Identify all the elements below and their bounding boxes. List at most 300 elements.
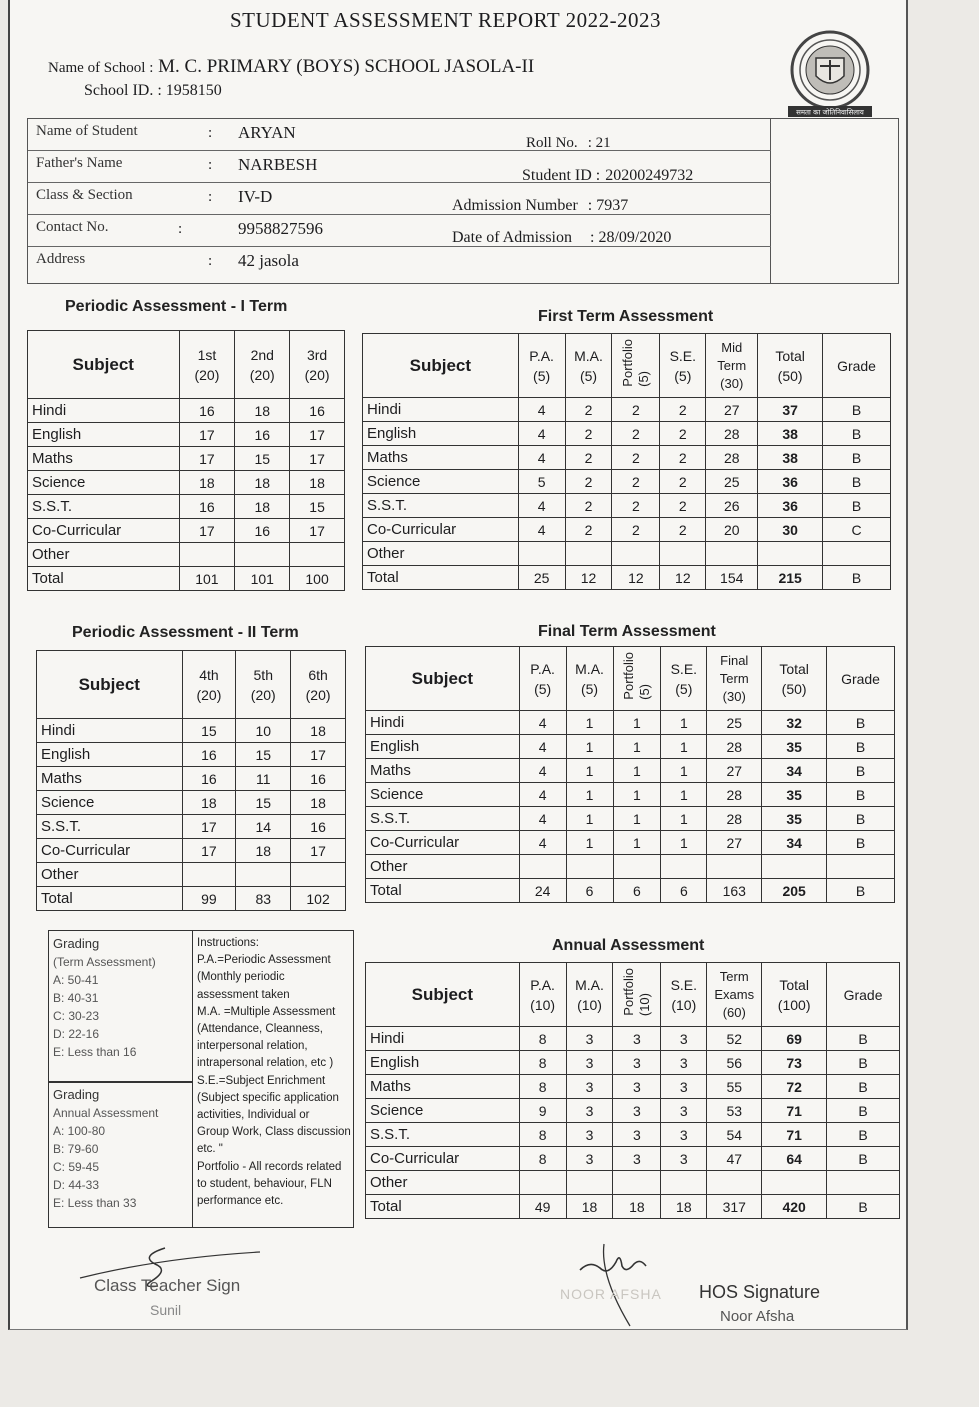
exam-cell: 154 — [706, 566, 758, 590]
table-row — [366, 1027, 900, 1051]
header-total-label: Total — [779, 976, 809, 993]
score-cell: 17 — [291, 839, 346, 863]
grading-term-heading: Grading — [53, 936, 100, 951]
header-se — [661, 647, 707, 711]
header-grade: Grade — [827, 963, 900, 1027]
score-cell: 17 — [290, 519, 345, 543]
subject-cell: Hindi — [28, 399, 180, 423]
total-cell: 38 — [758, 446, 823, 470]
ma-cell: 2 — [565, 494, 612, 518]
se-cell: 12 — [660, 566, 706, 590]
table-row — [37, 863, 346, 887]
total-cell: 69 — [762, 1027, 827, 1051]
exam-cell: 28 — [706, 422, 758, 446]
term1-title: First Term Assessment — [538, 308, 714, 325]
grade-cell: B — [823, 446, 891, 470]
instruction-line: intrapersonal relation, etc ) — [197, 1057, 334, 1070]
header-4th-label: 4th — [199, 666, 219, 683]
score-cell: 15 — [236, 791, 291, 815]
total-cell: 420 — [762, 1195, 827, 1219]
grading-line: D: 22-16 — [53, 1027, 100, 1041]
header-total — [762, 647, 827, 711]
portfolio-cell: 3 — [613, 1051, 661, 1075]
se-cell: 3 — [661, 1051, 707, 1075]
table-row — [366, 1123, 900, 1147]
pa2-table — [36, 650, 346, 911]
portfolio-cell: 2 — [612, 494, 660, 518]
grading-line: B: 40-31 — [53, 991, 99, 1005]
ma-cell: 1 — [566, 807, 613, 831]
exam-cell: 27 — [707, 831, 762, 855]
grade-cell: B — [827, 831, 895, 855]
score-cell: 18 — [235, 495, 290, 519]
grading-line: C: 30-23 — [53, 1009, 100, 1023]
se-cell: 3 — [661, 1123, 707, 1147]
exam-cell: 56 — [707, 1051, 762, 1075]
colon: : — [208, 253, 213, 269]
se-cell: 18 — [661, 1195, 707, 1219]
ma-cell: 12 — [565, 566, 612, 590]
header-3rd — [290, 331, 345, 399]
pa-cell: 9 — [519, 1099, 566, 1123]
portfolio-cell: 1 — [613, 759, 661, 783]
student-name-label: Name of Student — [36, 123, 138, 139]
header-se-label: S.E. — [670, 660, 698, 677]
pa-cell: 4 — [519, 759, 566, 783]
header-se-max: (5) — [674, 367, 692, 384]
score-cell: 14 — [236, 815, 291, 839]
subject-cell: Total — [28, 567, 180, 591]
score-cell: 15 — [182, 719, 236, 743]
ma-cell: 3 — [566, 1075, 613, 1099]
header-2nd-max: (20) — [249, 366, 275, 383]
table-row — [37, 887, 346, 911]
ma-cell: 3 — [566, 1051, 613, 1075]
header-grade: Grade — [823, 334, 891, 398]
subject-cell: Other — [28, 543, 180, 567]
pa1-table — [27, 330, 345, 591]
subject-cell: Other — [37, 863, 183, 887]
grading-line: A: 50-41 — [53, 973, 99, 987]
grade-cell — [823, 542, 891, 566]
header-6th-max: (20) — [305, 686, 331, 703]
score-cell: 16 — [291, 767, 346, 791]
header-subject: Subject — [37, 651, 183, 719]
table-row — [366, 1051, 900, 1075]
total-cell: 35 — [762, 807, 827, 831]
exam-cell — [707, 855, 762, 879]
score-cell: 17 — [179, 423, 235, 447]
admission-number-label: Admission Number — [452, 197, 578, 214]
pa-cell: 4 — [519, 735, 566, 759]
ma-cell: 1 — [566, 759, 613, 783]
se-cell: 2 — [660, 470, 706, 494]
student-name-row — [28, 119, 771, 151]
header-exam-max: (30) — [720, 375, 744, 391]
class-section: IV-D — [238, 187, 273, 206]
table-row — [363, 542, 891, 566]
subject-cell: Maths — [363, 446, 519, 470]
school-logo — [780, 28, 880, 120]
subject-cell: Co-Curricular — [363, 518, 519, 542]
instruction-line: Group Work, Class discussion — [197, 1126, 351, 1139]
header-total-max: (50) — [781, 680, 807, 697]
header-pa-label: P.A. — [530, 660, 555, 677]
table-row — [363, 398, 891, 422]
table-row — [363, 446, 891, 470]
class-section-label: Class & Section — [36, 187, 133, 203]
table-row — [37, 791, 346, 815]
se-cell: 3 — [661, 1027, 707, 1051]
total-cell: 73 — [762, 1051, 827, 1075]
grading-line: B: 79-60 — [53, 1142, 99, 1156]
portfolio-cell: 2 — [612, 422, 660, 446]
grade-cell: C — [823, 518, 891, 542]
grading-line: E: Less than 33 — [53, 1196, 137, 1210]
admission-number — [452, 197, 628, 215]
header-total-max: (50) — [777, 367, 803, 384]
ma-cell — [566, 1171, 613, 1195]
subject-cell: S.S.T. — [366, 1123, 520, 1147]
admission-date — [452, 229, 671, 247]
total-cell: 64 — [762, 1147, 827, 1171]
instruction-line: to student, behaviour, FLN — [197, 1177, 332, 1190]
header-pa-label: P.A. — [530, 976, 555, 993]
score-cell: 102 — [291, 887, 346, 911]
header-exam — [707, 647, 762, 711]
header-exam-line1: Final — [720, 652, 749, 668]
score-cell: 18 — [291, 719, 346, 743]
table-row — [28, 423, 345, 447]
grading-line: D: 44-33 — [53, 1178, 100, 1192]
grade-cell: B — [827, 1027, 900, 1051]
score-cell — [290, 543, 345, 567]
header-5th — [236, 651, 291, 719]
ma-cell: 3 — [566, 1027, 613, 1051]
pa1-title: Periodic Assessment - I Term — [65, 298, 288, 315]
header-portfolio-max: (5) — [635, 370, 651, 387]
table-row — [37, 815, 346, 839]
report-page — [8, 0, 908, 1330]
exam-cell — [707, 1171, 762, 1195]
table-row — [363, 422, 891, 446]
header-2nd — [235, 331, 290, 399]
table-row — [366, 783, 895, 807]
score-cell: 16 — [179, 495, 235, 519]
table-row — [28, 519, 345, 543]
score-cell: 17 — [291, 743, 346, 767]
exam-cell: 25 — [707, 711, 762, 735]
table-row — [366, 711, 895, 735]
table-row — [28, 471, 345, 495]
pa-cell: 8 — [519, 1075, 566, 1099]
header-pa — [519, 647, 566, 711]
pa-cell: 8 — [519, 1051, 566, 1075]
total-cell: 32 — [762, 711, 827, 735]
ma-cell: 18 — [566, 1195, 613, 1219]
colon: : — [178, 221, 183, 237]
ma-cell: 3 — [566, 1123, 613, 1147]
pa-cell: 4 — [519, 783, 566, 807]
header-portfolio — [612, 334, 660, 398]
header-ma-label: M.A. — [574, 347, 603, 364]
header-se-max: (10) — [671, 996, 697, 1013]
subject-cell: Hindi — [366, 711, 520, 735]
exam-cell: 20 — [706, 518, 758, 542]
header-portfolio-max: (10) — [636, 992, 652, 1016]
table-row — [366, 1075, 900, 1099]
table-row — [366, 831, 895, 855]
student-info-left — [28, 119, 771, 283]
ma-cell: 6 — [566, 879, 613, 903]
portfolio-cell: 1 — [613, 735, 661, 759]
total-cell: 35 — [762, 783, 827, 807]
exam-cell: 47 — [707, 1147, 762, 1171]
subject-cell: Total — [366, 879, 520, 903]
address-row — [28, 247, 771, 279]
hos-signature-label: HOS Signature — [699, 1282, 821, 1302]
portfolio-cell: 3 — [613, 1075, 661, 1099]
total-cell: 30 — [758, 518, 823, 542]
grading-instructions-box — [48, 930, 354, 1228]
score-cell: 18 — [290, 471, 345, 495]
score-cell: 17 — [179, 519, 235, 543]
table-row — [37, 719, 346, 743]
subject-cell: Other — [366, 855, 520, 879]
pa-cell: 8 — [519, 1027, 566, 1051]
pa-cell: 8 — [519, 1147, 566, 1171]
score-cell — [291, 863, 346, 887]
portfolio-cell — [613, 1171, 661, 1195]
pa-cell — [519, 855, 566, 879]
portfolio-cell — [612, 542, 660, 566]
subject-cell: Hindi — [37, 719, 183, 743]
instruction-line: Instructions: — [197, 937, 259, 949]
portfolio-cell: 1 — [613, 783, 661, 807]
admission-date-value: : 28/09/2020 — [590, 229, 672, 246]
portfolio-cell: 2 — [612, 518, 660, 542]
table-row — [366, 879, 895, 903]
subject-cell: Maths — [28, 447, 180, 471]
total-cell: 71 — [762, 1123, 827, 1147]
total-cell: 38 — [758, 422, 823, 446]
score-cell: 18 — [235, 399, 290, 423]
header-portfolio-label: Portfolio — [619, 339, 635, 387]
pa-cell: 4 — [518, 518, 565, 542]
ma-cell: 3 — [566, 1099, 613, 1123]
score-cell: 17 — [290, 447, 345, 471]
subject-cell: Co-Curricular — [366, 1147, 520, 1171]
table-row — [28, 543, 345, 567]
colon: : — [208, 125, 213, 141]
table-row — [363, 470, 891, 494]
pa-cell: 24 — [519, 879, 566, 903]
subject-cell: Co-Curricular — [366, 831, 520, 855]
table-row — [366, 735, 895, 759]
exam-cell: 25 — [706, 470, 758, 494]
header-subject: Subject — [366, 963, 520, 1027]
header-6th-label: 6th — [308, 666, 328, 683]
portfolio-cell: 1 — [613, 831, 661, 855]
subject-cell: Co-Curricular — [28, 519, 180, 543]
se-cell — [661, 1171, 707, 1195]
header-exam-line2: Term — [717, 357, 747, 373]
pa2-title: Periodic Assessment - II Term — [72, 624, 299, 641]
roll-no — [526, 135, 611, 152]
school-id-line — [84, 82, 222, 100]
header-portfolio-max: (5) — [636, 683, 652, 700]
grading-annual-heading: Grading — [53, 1087, 100, 1102]
table-row — [37, 767, 346, 791]
roll-no-value: : 21 — [587, 135, 611, 151]
grading-term — [53, 935, 156, 1061]
colon: : — [208, 157, 213, 173]
father-name-label: Father's Name — [36, 155, 123, 171]
exam-cell: 28 — [707, 735, 762, 759]
pa-cell: 8 — [519, 1123, 566, 1147]
colon: : — [208, 189, 213, 205]
table-row — [366, 1099, 900, 1123]
total-cell — [758, 542, 823, 566]
header-total-label: Total — [775, 347, 805, 364]
table-row — [28, 399, 345, 423]
header-ma-max: (5) — [580, 680, 599, 697]
table-row — [363, 566, 891, 590]
subject-cell: S.S.T. — [366, 807, 520, 831]
instruction-line: performance etc. — [197, 1195, 284, 1208]
total-cell: 37 — [758, 398, 823, 422]
grade-cell: B — [827, 1147, 900, 1171]
contact-label: Contact No. — [36, 219, 109, 235]
roll-no-label: Roll No. — [526, 135, 578, 151]
header-exam — [706, 334, 758, 398]
score-cell: 15 — [290, 495, 345, 519]
total-cell: 215 — [758, 566, 823, 590]
report-title: STUDENT ASSESSMENT REPORT 2022-2023 — [230, 8, 662, 32]
se-cell: 1 — [661, 711, 707, 735]
se-cell — [660, 542, 706, 566]
exam-cell: 55 — [707, 1075, 762, 1099]
score-cell: 17 — [182, 839, 236, 863]
se-cell: 1 — [661, 783, 707, 807]
score-cell: 11 — [236, 767, 291, 791]
header-4th-max: (20) — [196, 686, 222, 703]
header-5th-max: (20) — [250, 686, 276, 703]
student-id — [522, 167, 693, 185]
total-cell: 35 — [762, 735, 827, 759]
pa-cell: 25 — [518, 566, 565, 590]
term1-table — [362, 333, 891, 590]
pa-cell — [518, 542, 565, 566]
exam-cell: 52 — [707, 1027, 762, 1051]
instruction-line: assessment taken — [197, 988, 290, 1001]
admission-number-value: : 7937 — [587, 197, 629, 214]
subject-cell: Science — [366, 783, 520, 807]
student-id-value: 20200249732 — [605, 167, 694, 184]
subject-cell: Total — [363, 566, 519, 590]
portfolio-cell: 18 — [613, 1195, 661, 1219]
school-id-label: School ID. : — [84, 82, 162, 99]
score-cell: 17 — [182, 815, 236, 839]
score-cell: 16 — [235, 423, 290, 447]
portfolio-cell: 3 — [613, 1147, 661, 1171]
subject-cell: Science — [37, 791, 183, 815]
portfolio-cell: 2 — [612, 446, 660, 470]
subject-cell: Maths — [366, 759, 520, 783]
se-cell: 2 — [660, 446, 706, 470]
instruction-line: (Subject specific application — [197, 1091, 339, 1104]
se-cell: 2 — [660, 422, 706, 446]
table-row — [363, 518, 891, 542]
score-cell: 100 — [290, 567, 345, 591]
grading-line: E: Less than 16 — [53, 1045, 137, 1059]
header-exam — [707, 963, 762, 1027]
header-exam-line1: Mid — [721, 339, 743, 355]
header-pa-label: P.A. — [529, 347, 554, 364]
header-exam-max: (60) — [722, 1004, 746, 1020]
table-row — [366, 759, 895, 783]
grade-cell: B — [827, 1099, 900, 1123]
exam-cell: 28 — [707, 783, 762, 807]
grade-cell: B — [823, 398, 891, 422]
header-pa-max: (5) — [534, 680, 552, 697]
total-cell: 34 — [762, 759, 827, 783]
se-cell: 2 — [660, 494, 706, 518]
grade-cell: B — [827, 783, 895, 807]
grade-cell: B — [827, 879, 895, 903]
instruction-line: interpersonal relation, — [197, 1040, 308, 1053]
se-cell: 2 — [660, 398, 706, 422]
header-exam-max: (30) — [722, 688, 746, 704]
grade-cell — [827, 855, 895, 879]
score-cell: 10 — [236, 719, 291, 743]
score-cell: 18 — [291, 791, 346, 815]
instruction-line: activities, Individual or — [197, 1109, 310, 1122]
header-pa-max: (10) — [530, 996, 556, 1013]
table-row — [366, 855, 895, 879]
table-row — [363, 494, 891, 518]
header-portfolio-label: Portfolio — [620, 968, 636, 1016]
subject-cell: S.S.T. — [363, 494, 519, 518]
subject-cell: Science — [366, 1099, 520, 1123]
header-se — [660, 334, 706, 398]
father-name: NARBESH — [238, 155, 318, 174]
subject-cell: Other — [366, 1171, 520, 1195]
table-row — [28, 495, 345, 519]
ma-cell: 2 — [565, 518, 612, 542]
subject-cell: English — [28, 423, 180, 447]
grade-cell: B — [823, 494, 891, 518]
portfolio-cell: 2 — [612, 398, 660, 422]
subject-cell: Hindi — [366, 1027, 520, 1051]
header-ma-label: M.A. — [575, 660, 604, 677]
ma-cell: 1 — [566, 735, 613, 759]
pa-cell: 4 — [519, 831, 566, 855]
header-2nd-label: 2nd — [250, 346, 274, 363]
header-portfolio — [613, 647, 661, 711]
ma-cell: 1 — [566, 711, 613, 735]
header-subject: Subject — [363, 334, 519, 398]
school-name-line — [48, 56, 534, 78]
grade-cell: B — [827, 1123, 900, 1147]
score-cell: 16 — [182, 767, 236, 791]
exam-cell: 27 — [707, 759, 762, 783]
subject-cell: S.S.T. — [37, 815, 183, 839]
header-ma — [566, 963, 613, 1027]
ma-cell: 1 — [566, 783, 613, 807]
subject-cell: Maths — [37, 767, 183, 791]
header-se-max: (5) — [675, 680, 693, 697]
